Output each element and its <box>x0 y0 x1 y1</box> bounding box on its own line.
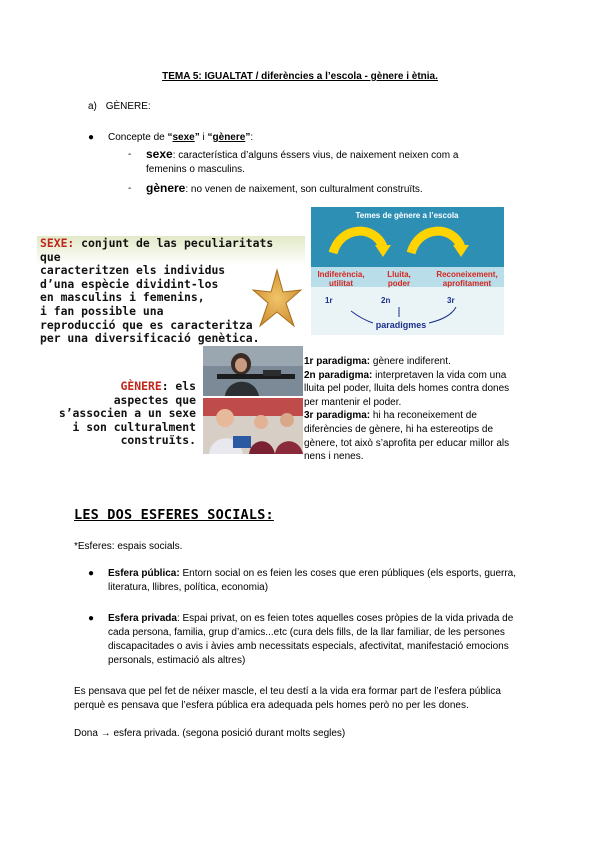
starfish-image <box>252 268 302 330</box>
definition-text: : característica d’alguns éssers vius, de naixement neixen com a <box>172 150 459 161</box>
genere-definition-box <box>56 380 196 448</box>
diagram-node-label: utilitat <box>329 279 353 288</box>
sexe-box-line-text: conjunt de las peculiaritats que <box>40 236 274 264</box>
page-title: TEMA 5: IGUALTAT / diferències a l’escola - gènere i ètnia. <box>162 71 438 82</box>
genere-box-line: i son culturalment <box>72 419 196 434</box>
section-heading-esferes: LES DOS ESFERES SOCIALS: <box>74 507 274 523</box>
definition-genere <box>146 181 506 197</box>
sexe-box-line <box>40 237 300 264</box>
concept-genere: gènere <box>212 132 246 143</box>
concept-sexe: sexe <box>172 132 195 143</box>
diagram-node-label: Indiferència, <box>317 270 365 279</box>
esfera-privada-item <box>88 612 528 668</box>
concept-prefix: Concepte de <box>108 132 168 143</box>
paradigms-list <box>304 355 524 464</box>
section-a-title: GÈNERE: <box>105 101 151 112</box>
diagram-node-number: 1r <box>325 296 333 305</box>
genere-box-label: GÈNERE <box>120 379 162 393</box>
sexe-box-line: i fan possible una <box>40 303 164 318</box>
concept-quote: ” <box>245 132 251 143</box>
genere-box-line: construïts. <box>120 433 196 448</box>
paradigm-item <box>304 369 524 410</box>
definition-term: gènere <box>146 181 186 195</box>
paradigm-item <box>304 355 524 369</box>
concept-quote: ” <box>194 132 200 143</box>
genere-box-line: s’associen a un sexe <box>58 406 196 421</box>
diagram-node-label: aprofitament <box>442 279 492 288</box>
gender-paradigms-diagram <box>311 207 504 335</box>
paradigm-label: 1r paradigma: <box>304 356 371 367</box>
definition-sexe-dash: - <box>128 149 132 160</box>
concept-mid: i <box>199 132 208 143</box>
diagram-node-label: Lluita, <box>387 270 411 279</box>
genere-box-line-text: : els <box>161 379 196 393</box>
definition-sexe <box>146 147 506 177</box>
paradigm-text: gènere indiferent. <box>370 356 451 367</box>
bullet-dot: ● <box>88 613 95 624</box>
paradigm-item <box>304 409 524 463</box>
bullet-dot: ● <box>88 568 95 579</box>
esferes-intro: *Esferes: espais socials. <box>74 541 183 552</box>
paragraph-dona: Dona → esfera privada. (segona posició durant molts segles) <box>74 728 346 739</box>
sexe-box-label: SEXE: <box>40 236 75 250</box>
esfera-text: : Espai privat, on es feien totes aquelles coses pròpies de la vida privada de cada persona, familia, grup d’amics...etc (cura dels fills, de la llar familiar, de les persones discapacitades o avis i àvies amb necessitats especials, afectivitat, manifestació emocions personals, estimació als altres) <box>108 613 514 666</box>
classroom-photo <box>203 398 303 454</box>
diagram-node-number: 2n <box>381 296 391 305</box>
paradigm-text: hi ha reconeixement de diferències de gènere, hi ha estereotips de gènere, tot això s’aprofita per educar millor als nens i nenes. <box>304 410 510 463</box>
woman-soldier-photo <box>203 346 303 396</box>
esfera-text: Entorn social on es feien les coses que eren públiques (els esports, guerra, literatura, llibres, política, economia) <box>108 568 517 593</box>
diagram-node-label: poder <box>387 279 411 288</box>
sexe-box-line: d’una espècie dividint-los <box>40 276 219 291</box>
sexe-box-line: en masculins i femenins, <box>40 290 205 305</box>
paragraph-esfera-publica: Es pensava que pel fet de néixer mascle, el teu destí a la vida era formar part de l’esfera pública perquè es pensava que l’esfera pública era adequada pels homes però no per les dones. <box>74 686 501 711</box>
diagram-title: Temes de gènere a l’escola <box>355 211 459 220</box>
definition-text: : no venen de naixement, son culturalment construïts. <box>185 184 423 195</box>
genere-box-line <box>56 380 196 394</box>
sexe-box-line: caracteritzen els individus <box>40 263 226 278</box>
diagram-node-number: 3r <box>447 296 455 305</box>
diagram-node-label: Reconeixement, <box>436 270 498 279</box>
sexe-box-line: per una diversificació genètica. <box>40 331 260 346</box>
definition-term: sexe <box>146 147 173 161</box>
esfera-publica-item <box>88 567 528 595</box>
diagram-footer: paradigmes <box>375 320 427 330</box>
section-a-marker: a) <box>88 101 97 112</box>
concept-suffix: : <box>250 132 254 143</box>
bullet-dot: ● <box>88 132 95 143</box>
paradigm-text: interpretaven la vida com una lluita pel poder, lluita dels homes contra dones per mantenir el poder. <box>304 369 510 408</box>
genere-box-line: aspectes que <box>113 392 196 407</box>
concept-quote: “ <box>207 132 213 143</box>
paradigm-label: 2n paradigma: <box>304 369 373 381</box>
esfera-label: Esfera pública: <box>108 568 180 579</box>
esfera-label: Esfera privada <box>108 613 177 624</box>
definition-text-cont: femenins o masculins. <box>146 164 245 175</box>
concept-quote: “ <box>167 132 173 143</box>
paradigm-label: 3r paradigma: <box>304 410 371 422</box>
section-a-heading <box>88 100 151 114</box>
sexe-box-line: reproducció que es caracteritza <box>40 317 253 332</box>
concept-line <box>88 131 254 145</box>
definition-genere-dash: - <box>128 183 132 194</box>
